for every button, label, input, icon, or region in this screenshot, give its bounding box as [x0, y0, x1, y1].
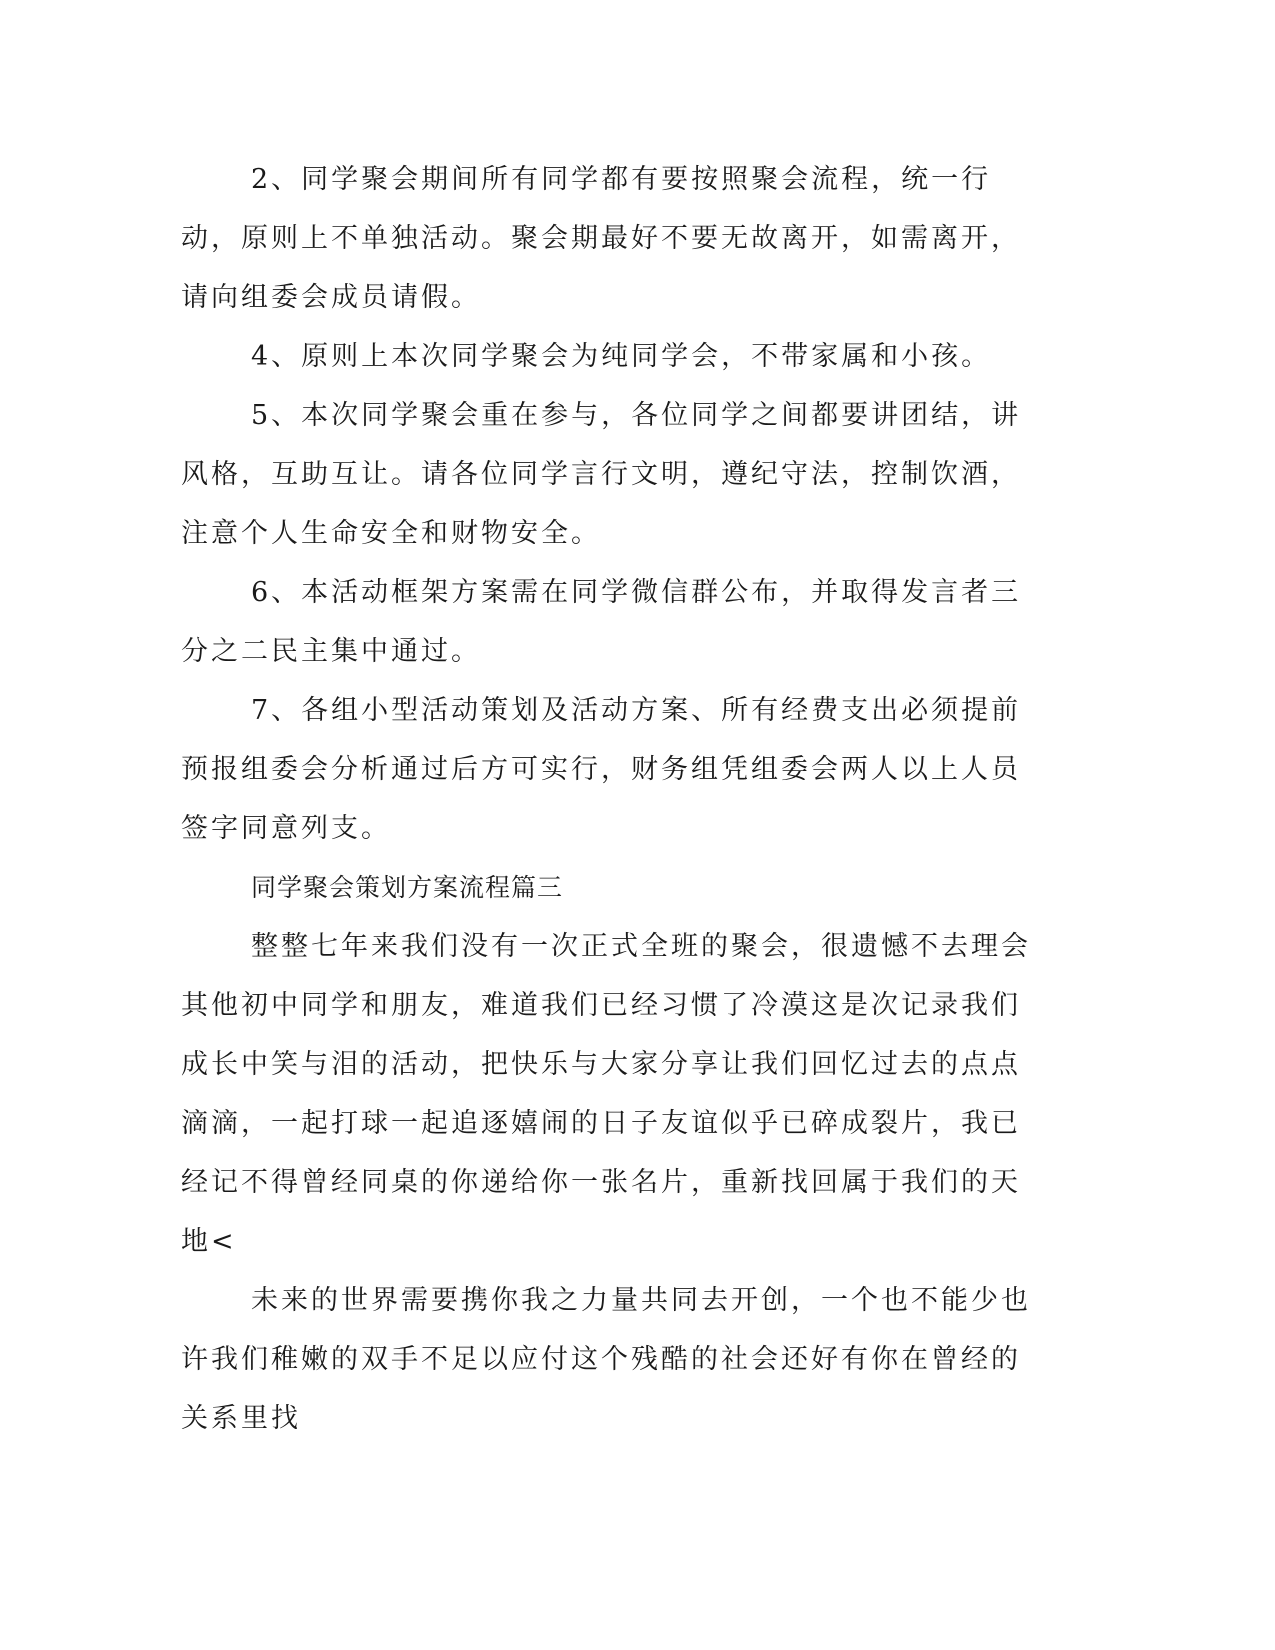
section-paragraph-1: 整整七年来我们没有一次正式全班的聚会，很遗憾不去理会其他初中同学和朋友，难道我们已经习惯了冷漠这是次记录我们成长中笑与泪的活动，把快乐与大家分享让我们回忆过去的点点滴滴，一起打球一起追逐嬉闹的日子友谊似乎已碎成裂片，我已经记不得曾经同桌的你递给你一张名片，重新找回属于我们的天地< — [181, 931, 1031, 1257]
rule-paragraph-6: 6、本活动框架方案需在同学微信群公布，并取得发言者三分之二民主集中通过。 — [181, 577, 1022, 667]
rule-paragraph-4: 4、原则上本次同学聚会为纯同学会，不带家属和小孩。 — [251, 341, 992, 372]
rule-paragraph-5: 5、本次同学聚会重在参与，各位同学之间都要讲团结，讲风格，互助互让。请各位同学言行文明，遵纪守法，控制饮酒，注意个人生命安全和财物安全。 — [181, 400, 1022, 549]
document-page — [181, 150, 1031, 1448]
section-paragraph-2: 未来的世界需要携你我之力量共同去开创，一个也不能少也许我们稚嫩的双手不足以应付这个残酷的社会还好有你在曾经的关系里找 — [181, 1285, 1031, 1434]
section-title: 同学聚会策划方案流程篇三 — [251, 873, 564, 902]
rule-paragraph-7: 7、各组小型活动策划及活动方案、所有经费支出必须提前预报组委会分析通过后方可实行，财务组凭组委会两人以上人员签字同意列支。 — [181, 695, 1022, 844]
rule-paragraph-2: 2、同学聚会期间所有同学都有要按照聚会流程，统一行动，原则上不单独活动。聚会期最好不要无故离开，如需离开，请向组委会成员请假。 — [181, 164, 1021, 313]
